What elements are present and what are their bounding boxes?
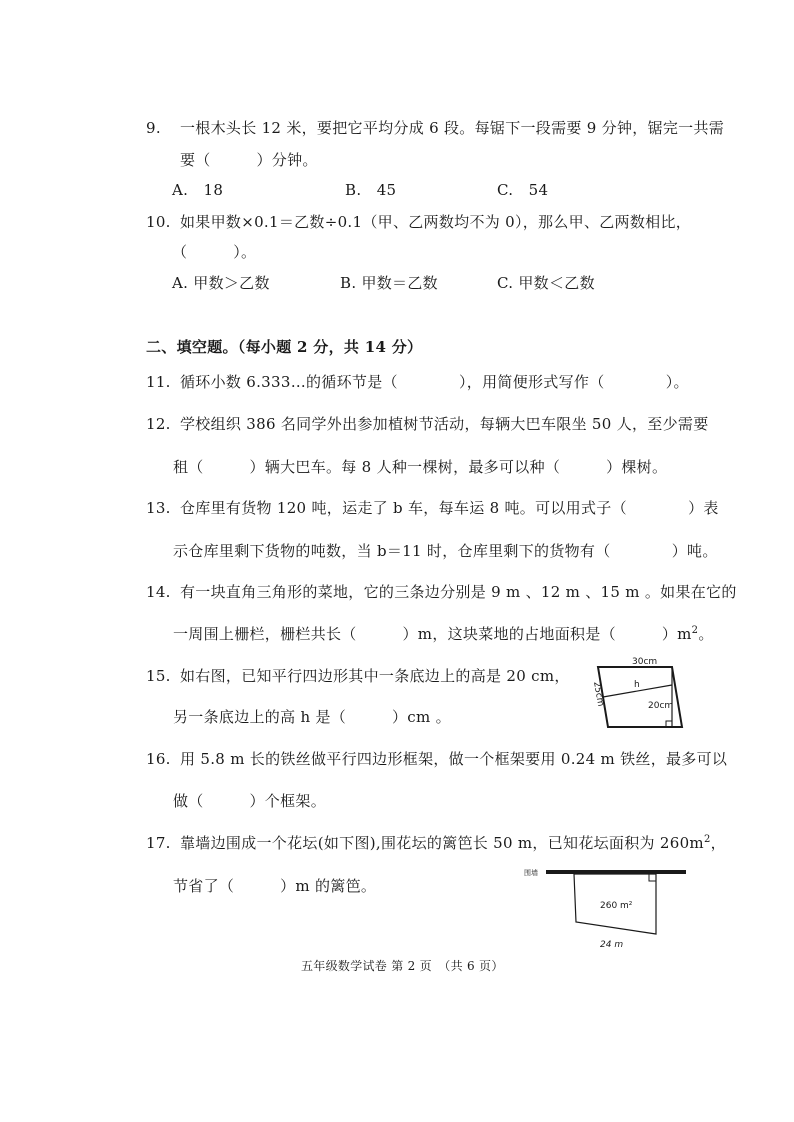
question-14-line2 — [173, 624, 714, 644]
flower-bed-figure — [522, 862, 692, 952]
question-13-line2: 示仓库里剩下货物的吨数，当 b＝11 时，仓库里剩下的货物有（ ）吨。 — [173, 542, 718, 560]
question-number: 10. — [146, 213, 171, 231]
parallelogram-figure — [580, 652, 696, 734]
punctuation: 。 — [698, 625, 714, 643]
question-13-line1 — [146, 498, 719, 518]
option-b: B. 甲数＝乙数 — [340, 274, 438, 292]
superscript: 2 — [691, 625, 699, 636]
height-label: 20cm — [648, 701, 674, 711]
question-text: 一根木头长 12 米，要把它平均分成 6 段。每锯下一段需要 9 分钟，锯完一共需 — [180, 119, 725, 137]
question-number: 13. — [146, 499, 171, 517]
top-label: 30cm — [632, 657, 658, 667]
question-16-line2: 做（ ）个框架。 — [173, 792, 327, 810]
punctuation: ， — [710, 834, 726, 852]
question-16-line1 — [146, 749, 727, 769]
question-text: 有一块直角三角形的菜地，它的三条边分别是 9 m 、12 m 、15 m 。如果在它的 — [180, 583, 737, 601]
question-text: 用 5.8 m 长的铁丝做平行四边形框架，做一个框架要用 0.24 m 铁丝，最多可以 — [180, 750, 728, 768]
question-10-line2: （ ）。 — [172, 243, 257, 261]
option-c: C. 54 — [497, 181, 549, 199]
question-text: 如右图，已知平行四边形其中一条底边上的高是 20 cm， — [180, 667, 570, 685]
question-text: 靠墙边围成一个花坛(如下图),围花坛的篱笆长 50 m，已知花坛面积为 260m — [180, 834, 704, 852]
question-number: 12. — [146, 415, 171, 433]
question-number: 17. — [146, 834, 171, 852]
question-14-line1 — [146, 582, 737, 602]
question-number: 9. — [146, 119, 161, 137]
section-heading: 二、填空题。（每小题 2 分，共 14 分） — [146, 338, 423, 356]
question-text: 仓库里有货物 120 吨，运走了 b 车，每车运 8 吨。可以用式子（ ）表 — [180, 499, 719, 517]
question-17-line1 — [146, 833, 726, 853]
superscript: 2 — [703, 834, 711, 845]
bottom-label: 24 m — [600, 940, 624, 950]
right-angle-mark — [649, 874, 656, 881]
option-c: C. 甲数＜乙数 — [497, 274, 595, 292]
question-15-line1 — [146, 666, 570, 686]
parallelogram-shape — [598, 667, 682, 727]
question-text: 学校组织 386 名同学外出参加植树节活动，每辆大巴车限坐 50 人，至少需要 — [180, 415, 709, 433]
side-label: 25cm — [591, 680, 606, 708]
question-12-line2: 租（ ）辆大巴车。每 8 人种一棵树，最多可以种（ ）棵树。 — [173, 458, 668, 476]
question-17-line2: 节省了（ ）m 的篱笆。 — [173, 877, 377, 895]
question-number: 11. — [146, 373, 171, 391]
question-10-line1 — [146, 212, 691, 232]
question-text: 如果甲数×0.1＝乙数÷0.1（甲、乙两数均不为 0），那么甲、乙两数相比， — [180, 213, 692, 231]
question-9-line1 — [146, 118, 724, 138]
question-text: 循环小数 6.333…的循环节是（ ），用简便形式写作（ ）。 — [180, 373, 689, 391]
question-number: 15. — [146, 667, 171, 685]
question-9-line2: 要（ ）分钟。 — [180, 151, 318, 169]
question-15-line2: 另一条底边上的高 h 是（ ）cm 。 — [173, 708, 451, 726]
question-number: 14. — [146, 583, 171, 601]
question-11 — [146, 372, 689, 392]
option-a: A. 甲数＞乙数 — [172, 274, 270, 292]
option-b: B. 45 — [345, 181, 397, 199]
question-12-line1 — [146, 414, 709, 434]
area-label: 260 m² — [600, 901, 633, 911]
question-text: 一周围上栅栏，栅栏共长（ ）m，这块菜地的占地面积是（ ）m — [173, 625, 692, 643]
option-a: A. 18 — [172, 181, 224, 199]
h-label: h — [634, 680, 640, 690]
page-footer: 五年级数学试卷 第 2 页 （共 6 页） — [301, 959, 504, 973]
wall-label: 围墙 — [524, 869, 538, 877]
question-number: 16. — [146, 750, 171, 768]
